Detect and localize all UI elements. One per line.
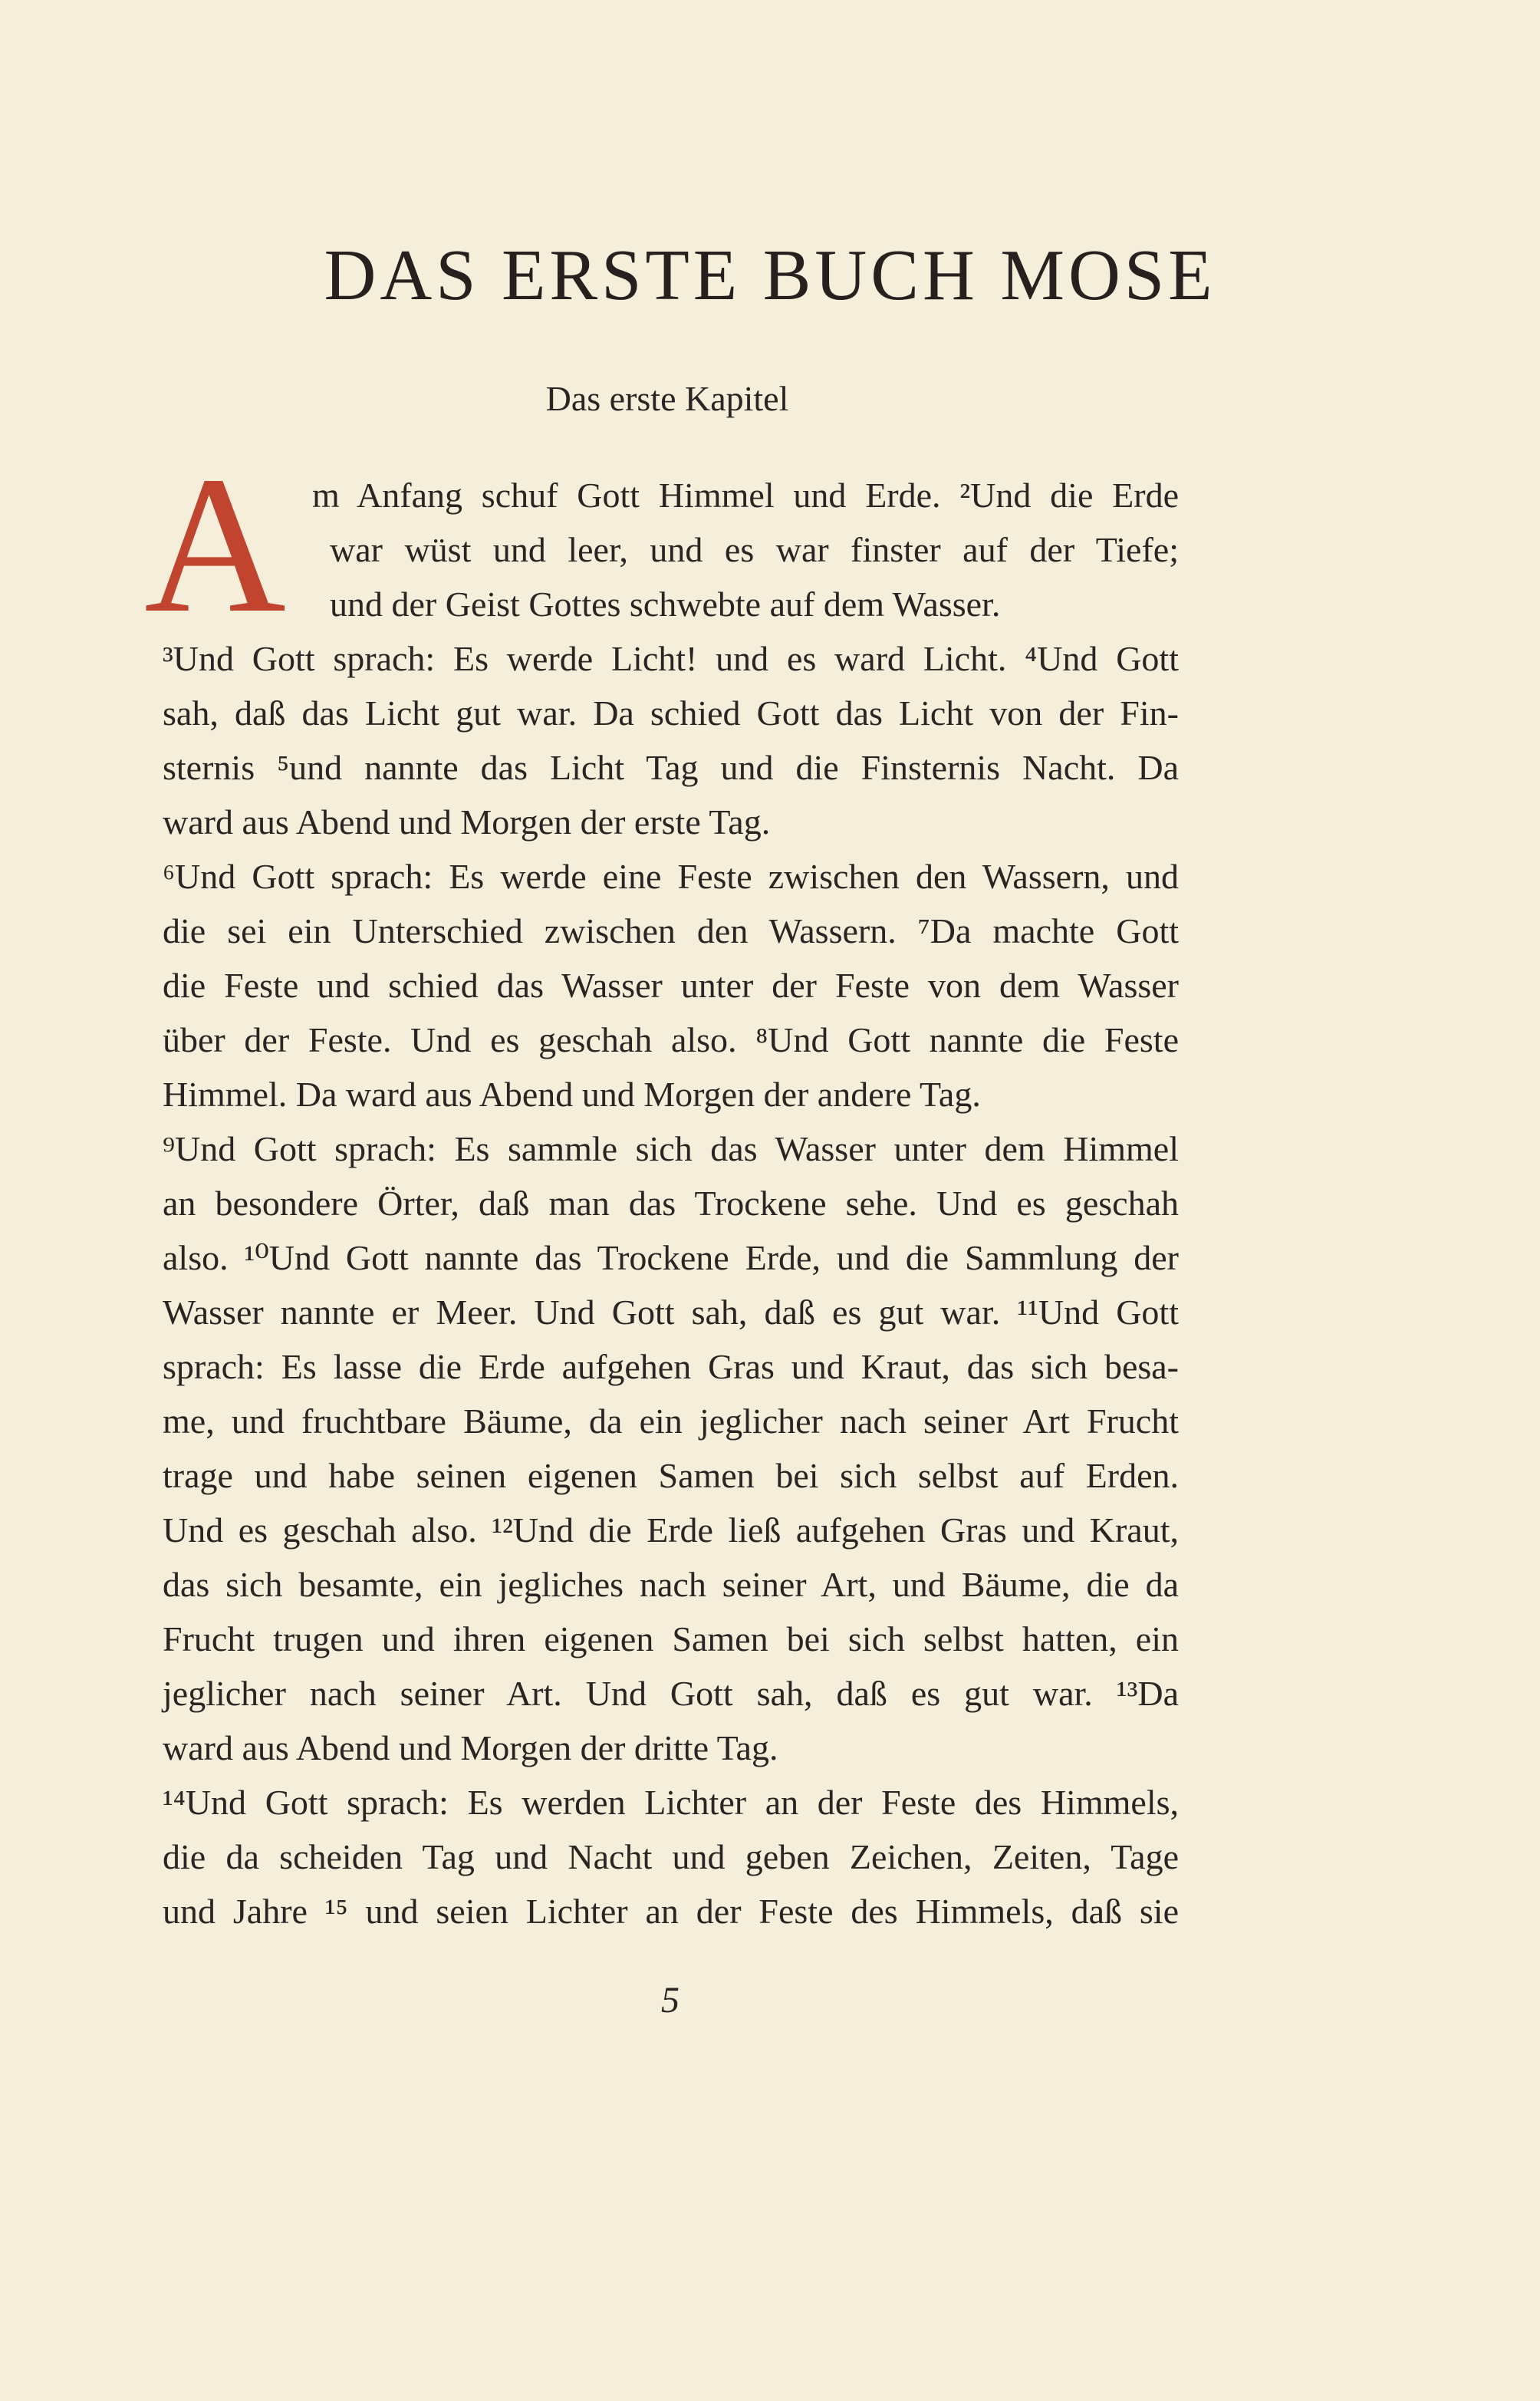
- text-line: sprach: Es lasse die Erde aufgehen Gras und Kraut, das sich besa-: [163, 1347, 1179, 1386]
- text-line: ³Und Gott sprach: Es werde Licht! und es ward Licht. ⁴Und Gott: [163, 639, 1179, 678]
- text-line: ward aus Abend und Morgen der dritte Tag.: [163, 1728, 778, 1767]
- paragraph-verses-14-15: [163, 1775, 1179, 1938]
- text-line: und Jahre ¹⁵ und seien Lichter an der Feste des Himmels, daß sie: [163, 1892, 1179, 1931]
- opening-line: und der Geist Gottes schwebte auf dem Wasser.: [330, 585, 1001, 624]
- text-line: die sei ein Unterschied zwischen den Wassern. ⁷Da machte Gott: [163, 911, 1179, 950]
- paragraph-verses-3-5: [163, 631, 1179, 849]
- text-line: me, und fruchtbare Bäume, da ein jeglicher nach seiner Art Frucht: [163, 1401, 1179, 1441]
- text-line: Und es geschah also. ¹²Und die Erde ließ aufgehen Gras und Kraut,: [163, 1510, 1179, 1550]
- text-line: die Feste und schied das Wasser unter der Feste von dem Wasser: [163, 966, 1179, 1005]
- text-line: an besondere Örter, daß man das Trockene sehe. Und es geschah: [163, 1184, 1179, 1223]
- text-line: also. ¹⁰Und Gott nannte das Trockene Erde, und die Sammlung der: [163, 1238, 1179, 1277]
- text-line: über der Feste. Und es geschah also. ⁸Und Gott nannte die Feste: [163, 1020, 1179, 1059]
- paragraph-verses-9-13: [163, 1121, 1179, 1775]
- paragraph-verses-6-8: [163, 849, 1179, 1121]
- text-line: Wasser nannte er Meer. Und Gott sah, daß es gut war. ¹¹Und Gott: [163, 1293, 1179, 1332]
- text-line: das sich besamte, ein jegliches nach seiner Art, und Bäume, die da: [163, 1565, 1179, 1604]
- opening-line: war wüst und leer, und es war finster auf der Tiefe;: [330, 530, 1179, 569]
- text-line: Himmel. Da ward aus Abend und Morgen der andere Tag.: [163, 1075, 981, 1114]
- text-line: jeglicher nach seiner Art. Und Gott sah, daß es gut war. ¹³Da: [163, 1674, 1179, 1713]
- chapter-text: [144, 436, 1179, 1938]
- book-title: DAS ERSTE BUCH MOSE: [324, 235, 1216, 315]
- text-line: trage und habe seinen eigenen Samen bei sich selbst auf Erden.: [163, 1456, 1179, 1495]
- text-line: ¹⁴Und Gott sprach: Es werden Lichter an der Feste des Himmels,: [163, 1783, 1179, 1822]
- opening-line: m Anfang schuf Gott Himmel und Erde. ²Und die Erde: [312, 476, 1179, 515]
- drop-cap-initial: A: [144, 436, 286, 654]
- text-line: ⁶Und Gott sprach: Es werde eine Feste zwischen den Wassern, und: [163, 857, 1179, 896]
- text-line: sah, daß das Licht gut war. Da schied Gott das Licht von der Fin-: [163, 693, 1179, 733]
- text-line: Frucht trugen und ihren eigenen Samen bei sich selbst hatten, ein: [163, 1619, 1179, 1658]
- text-line: die da scheiden Tag und Nacht und geben Zeichen, Zeiten, Tage: [163, 1837, 1179, 1876]
- opening-paragraph: [144, 436, 1179, 654]
- text-line: ⁹Und Gott sprach: Es sammle sich das Wasser unter dem Himmel: [163, 1129, 1179, 1168]
- chapter-title: Das erste Kapitel: [545, 379, 789, 418]
- text-line: ward aus Abend und Morgen der erste Tag.: [163, 802, 771, 842]
- opening-lines: [163, 468, 1179, 631]
- page-number: 5: [661, 1980, 680, 2021]
- text-line: sternis ⁵und nannte das Licht Tag und die Finsternis Nacht. Da: [163, 748, 1179, 787]
